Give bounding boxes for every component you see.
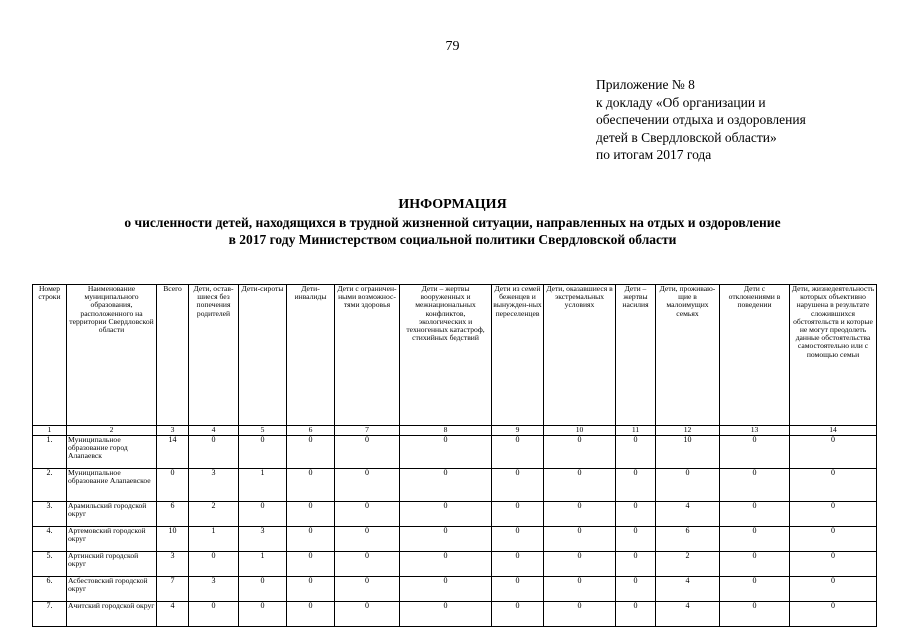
appendix-line: к докладу «Об организации и [596,94,766,110]
table-cell: 0 [544,577,616,602]
table-cell: 0 [335,602,400,627]
appendix-line: по итогам 2017 года [596,147,712,162]
table-cell: 10 [656,436,720,469]
table-cell: 2 [189,502,239,527]
column-number: 1 [33,426,67,436]
table-cell: 0 [287,436,335,469]
table-cell: 0 [616,577,656,602]
table-cell: 0 [287,502,335,527]
table-cell: 0 [616,552,656,577]
appendix-line: обеспечении отдыха и оздоровления [596,112,806,127]
table-row [33,502,877,527]
table-cell: 0 [492,527,544,552]
municipality-name: Артемовский городской округ [67,527,157,552]
row-number: 2. [33,469,67,502]
column-number: 10 [544,426,616,436]
appendix-line: Приложение № 8 [596,77,695,92]
appendix-note [596,76,806,164]
table-cell: 10 [157,527,189,552]
column-header: Дети, проживаю-щие в малоимущих семьях [656,285,720,426]
row-number: 3. [33,502,67,527]
table-cell: 0 [239,502,287,527]
table-cell: 0 [492,436,544,469]
table-cell: 6 [157,502,189,527]
table-cell: 0 [720,577,790,602]
table-cell: 0 [720,436,790,469]
column-header: Наименование муниципального образования, расположенного на территории Свердловской области [67,285,157,426]
municipality-name: Муниципальное образование Алапаевское [67,469,157,502]
column-number: 3 [157,426,189,436]
municipality-name: Асбестовский городской округ [67,577,157,602]
table-row [33,436,877,469]
table-cell: 0 [790,602,877,627]
table-cell: 0 [616,436,656,469]
table-cell: 0 [790,552,877,577]
table-cell: 4 [656,602,720,627]
page-number: 79 [445,39,460,54]
column-number: 8 [400,426,492,436]
column-number: 2 [67,426,157,436]
table-cell: 0 [287,527,335,552]
column-header: Дети с отклонениями в поведении [720,285,790,426]
table-cell: 0 [616,469,656,502]
column-header: Номер строки [33,285,67,426]
row-number: 4. [33,527,67,552]
table-cell: 0 [335,469,400,502]
row-number: 5. [33,552,67,577]
table-cell: 0 [616,502,656,527]
table-cell: 0 [400,502,492,527]
column-number: 14 [790,426,877,436]
table-cell: 0 [790,436,877,469]
table-cell: 0 [720,469,790,502]
table-row [33,577,877,602]
table-cell: 0 [720,502,790,527]
table-cell: 0 [239,577,287,602]
table-cell: 4 [157,602,189,627]
column-number: 7 [335,426,400,436]
column-header: Дети-инвалиды [287,285,335,426]
column-number-row [33,426,877,436]
column-header: Дети с ограничен-ными возможнос-тями здоровья [335,285,400,426]
column-number: 5 [239,426,287,436]
table-cell: 3 [239,527,287,552]
table-row [33,527,877,552]
table-cell: 4 [656,577,720,602]
column-number: 9 [492,426,544,436]
title-main: ИНФОРМАЦИЯ [398,197,507,212]
table-row [33,552,877,577]
table-cell: 1 [189,527,239,552]
column-number: 11 [616,426,656,436]
table-cell: 0 [720,602,790,627]
table-cell: 3 [157,552,189,577]
table-cell: 0 [400,577,492,602]
table-cell: 0 [616,527,656,552]
column-header: Дети-сироты [239,285,287,426]
table-cell: 0 [544,602,616,627]
table-cell: 0 [400,436,492,469]
appendix-line: детей в Свердловской области» [596,129,777,145]
table-cell: 0 [492,552,544,577]
table-row [33,602,877,627]
table-cell: 0 [790,469,877,502]
table-cell: 0 [400,527,492,552]
table-cell: 0 [335,436,400,469]
table-cell: 0 [544,527,616,552]
row-number: 7. [33,602,67,627]
row-number: 6. [33,577,67,602]
table-cell: 0 [790,527,877,552]
table-cell: 0 [790,502,877,527]
column-number: 4 [189,426,239,436]
municipality-name: Ачитский городской округ [67,602,157,627]
table-cell: 1 [239,469,287,502]
municipality-name: Муниципальное образование город Алапаевск [67,436,157,469]
table-cell: 0 [287,552,335,577]
table-cell: 0 [492,577,544,602]
table-cell: 0 [492,502,544,527]
table-cell: 0 [189,552,239,577]
column-header: Дети, остав-шиеся без попечения родителей [189,285,239,426]
column-number: 13 [720,426,790,436]
table-cell: 2 [656,552,720,577]
column-number: 12 [656,426,720,436]
table-cell: 6 [656,527,720,552]
table-cell: 0 [720,552,790,577]
table-cell: 0 [239,602,287,627]
table-cell: 0 [287,577,335,602]
table-cell: 0 [544,469,616,502]
table-cell: 3 [189,577,239,602]
table-cell: 0 [544,502,616,527]
column-number: 6 [287,426,335,436]
table-cell: 0 [790,577,877,602]
table-row [33,469,877,502]
document-title [0,196,905,248]
table-cell: 0 [239,436,287,469]
table-cell: 0 [720,527,790,552]
table-cell: 0 [616,602,656,627]
table-cell: 14 [157,436,189,469]
table-cell: 1 [239,552,287,577]
row-number: 1. [33,436,67,469]
table-header-row [33,285,877,426]
table-cell: 0 [287,469,335,502]
table-cell: 0 [335,577,400,602]
table-cell: 0 [400,552,492,577]
column-header: Дети, жизнедеятельность которых объективно нарушена в результате сложившихся обстоятельств и которые не могут преодолеть данные обстоятельства самостоятельно или с помощью семьи [790,285,877,426]
table-cell: 0 [656,469,720,502]
title-subtitle-line-2: в 2017 году Министерством социальной политики Свердловской области [228,232,677,247]
table-cell: 0 [189,602,239,627]
table-cell: 0 [287,602,335,627]
table-cell: 0 [400,469,492,502]
table-cell: 0 [400,602,492,627]
table-cell: 0 [335,552,400,577]
table-cell: 3 [189,469,239,502]
table-cell: 0 [492,602,544,627]
table-cell: 0 [157,469,189,502]
table-cell: 0 [492,469,544,502]
table-cell: 0 [335,502,400,527]
municipality-name: Арамильский городской округ [67,502,157,527]
table-cell: 7 [157,577,189,602]
title-subtitle-line-1: о численности детей, находящихся в трудной жизненной ситуации, направленных на отдых и оздоровление [124,215,781,230]
table-cell: 0 [335,527,400,552]
municipality-name: Артинский городской округ [67,552,157,577]
column-header: Дети – жертвы вооруженных и межнациональных конфликтов, экологических и техногенных катастроф, стихийных бедствий [400,285,492,426]
table-cell: 0 [544,552,616,577]
column-header: Всего [157,285,189,426]
table-cell: 4 [656,502,720,527]
statistics-table [32,284,877,627]
column-header: Дети – жертвы насилия [616,285,656,426]
column-header: Дети, оказавшиеся в экстремальных условиях [544,285,616,426]
table-cell: 0 [544,436,616,469]
table-cell: 0 [189,436,239,469]
column-header: Дети из семей беженцев и вынужден-ных переселенцев [492,285,544,426]
